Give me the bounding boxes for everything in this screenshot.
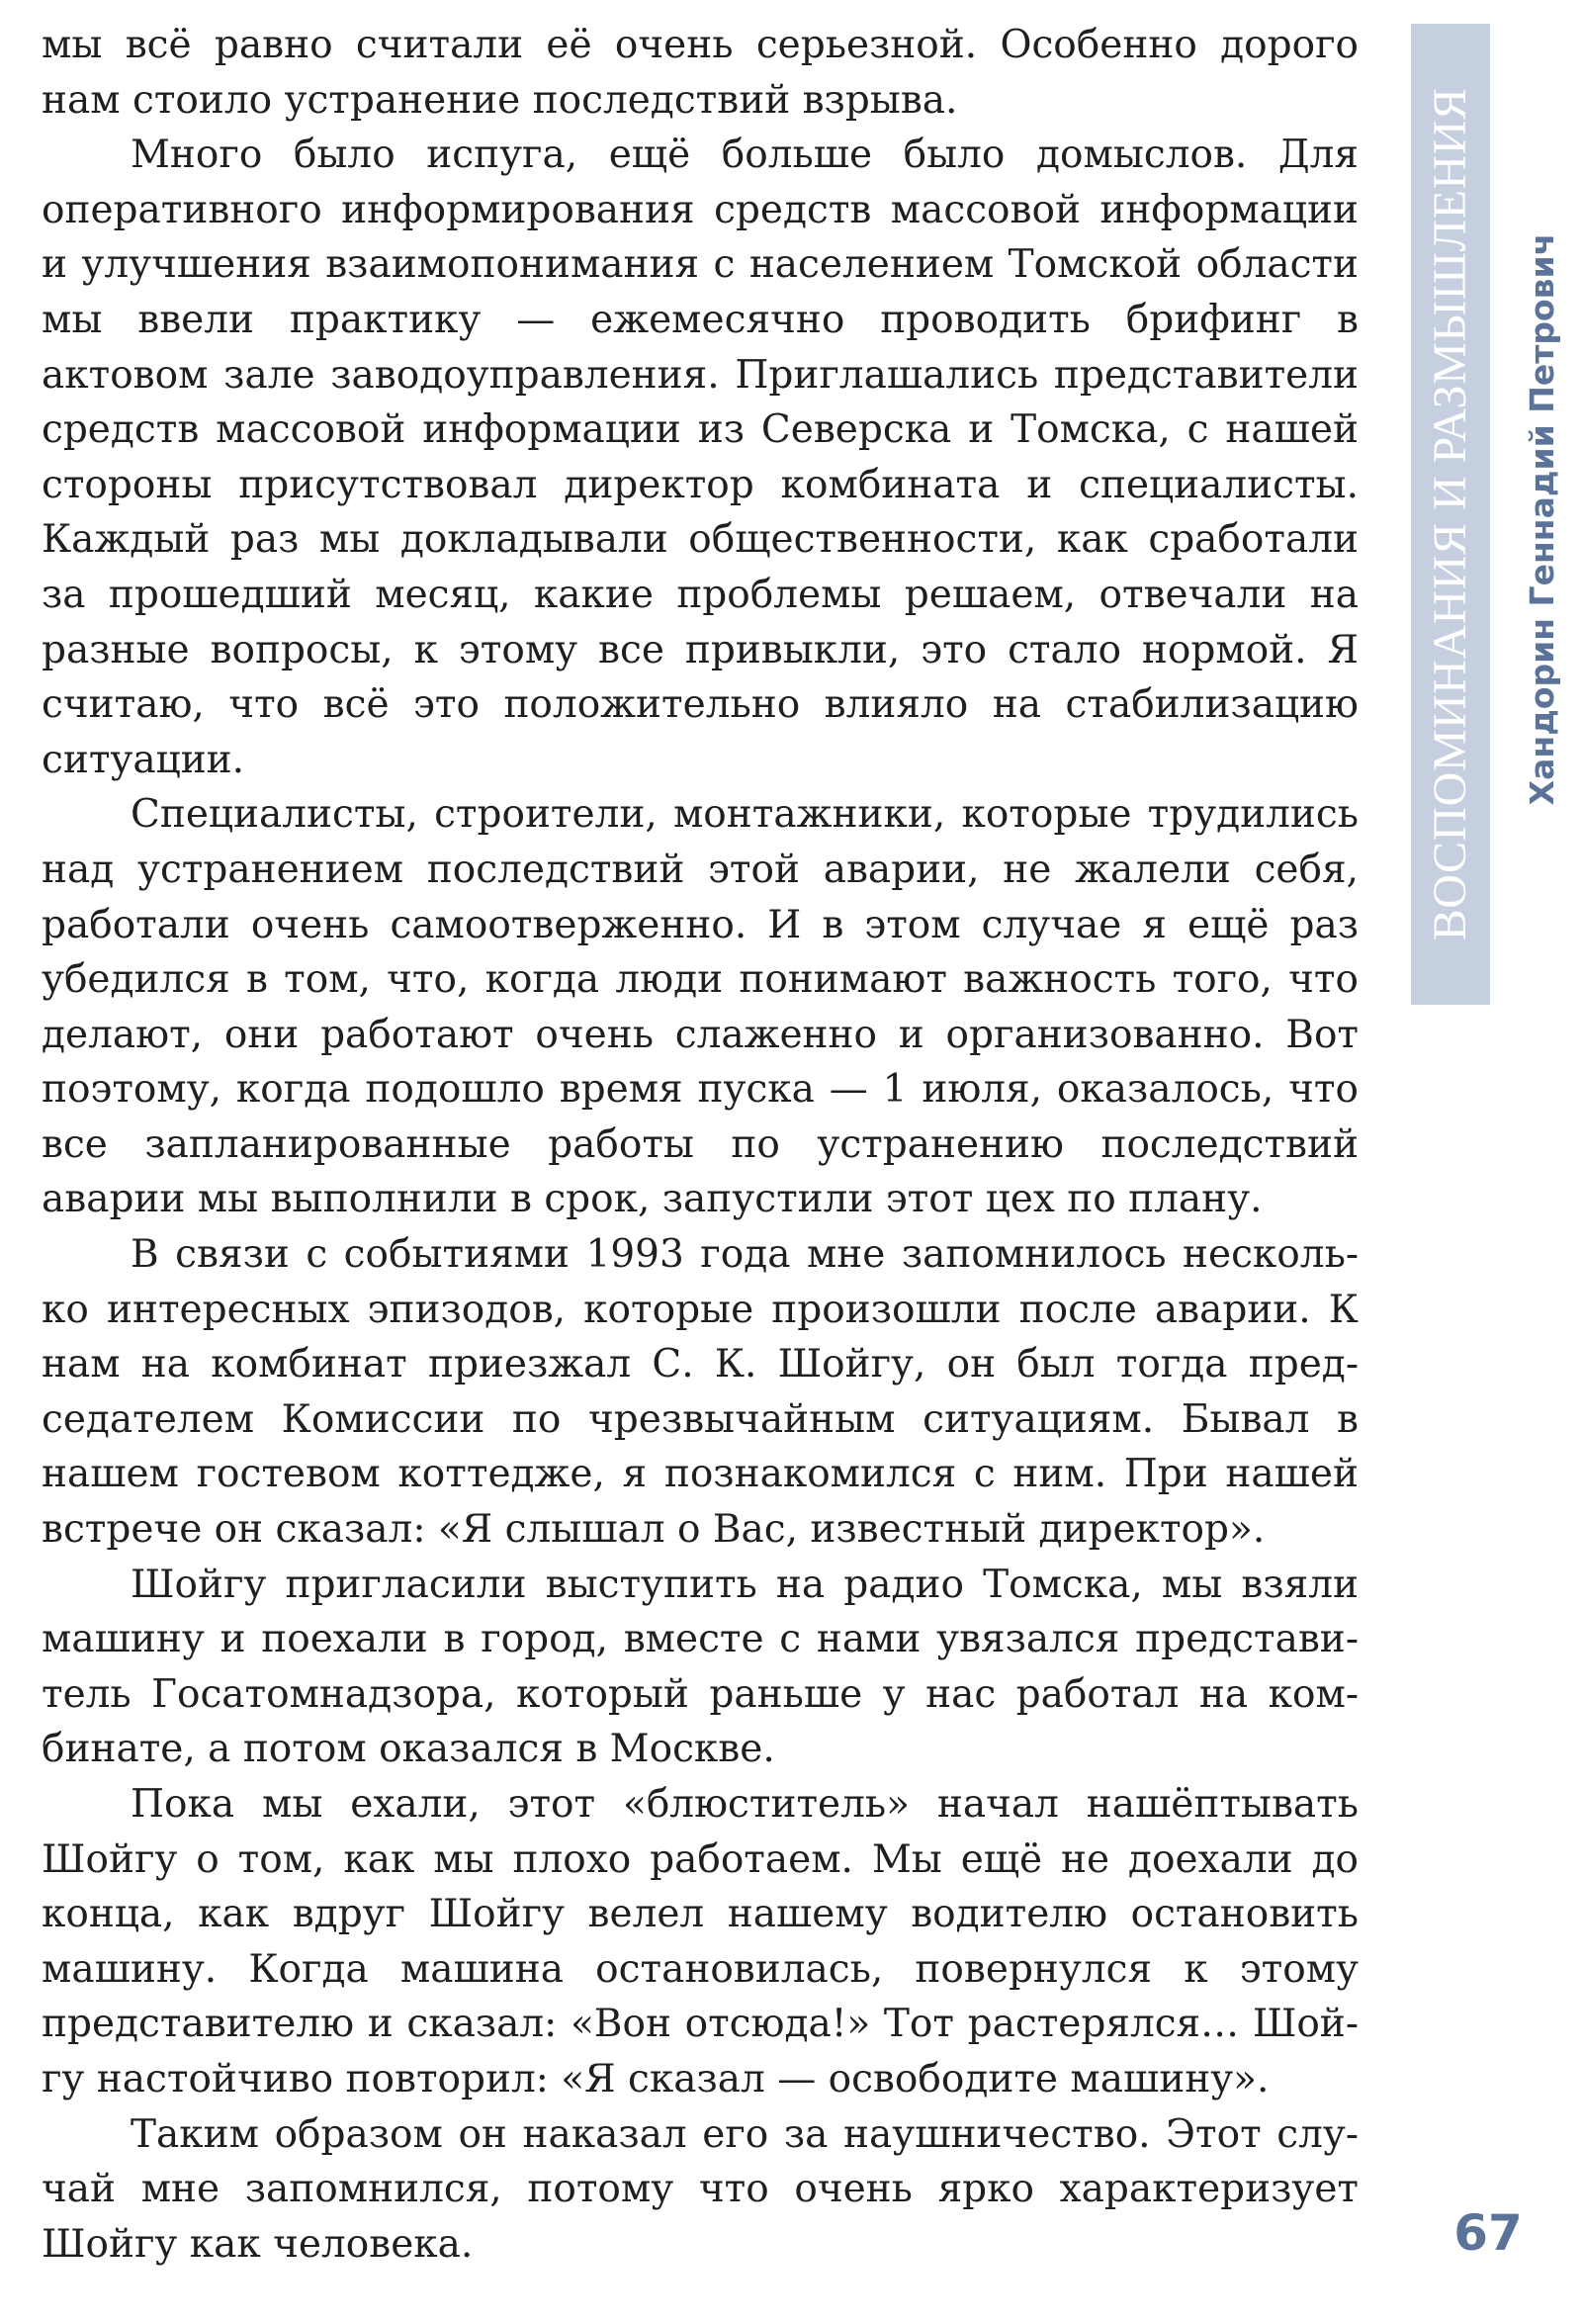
running-header-author [1513,227,1572,811]
body-text [42,18,1359,2272]
paragraph-7: Таким образом он наказал его за наушничество. Этот случай мне запомнился, потому что очень ярко характеризует Шойгу как человека. [42,2111,1359,2267]
paragraph-1: мы всё равно считали её очень серьезной. Особенно дорого нам стоило устранение последствий взрыва. [42,23,1359,123]
section-title-band [1411,24,1490,1005]
section-title: ВОСПОМИНАНИЯ И РАЗМЫШЛЕНИЯ [1424,87,1476,941]
paragraph-6: Пока мы ехали, этот «блюститель» начал нашёптывать Шойгу о том, как мы плохо работаем. Мы ещё не доехали до конца, как вдруг Шойгу велел нашему водителю остановить машину. Когда машина остановилась, повернулся к этому представителю и сказал: «Вон отсюда!» Тот растерялся… Шойгу настойчиво повторил: «Я сказал — освободите машину». [42,1782,1359,2101]
paragraph-5: Шойгу пригласили выступить на радио Томска, мы взяли машину и поехали в город, вместе с нами увязался представитель Госатомнадзора, который раньше у нас работал на комбинате, а потом оказался в Москве. [42,1562,1359,1772]
paragraph-2: Много было испуга, ещё больше было домыслов. Для оперативного информирования средств массовой информации и улучшения взаимопонимания с населением Томской области мы ввели практику — ежемесячно проводить брифинг в актовом зале заводоуправления. Приглашались представители средств массовой информации из Северска и Томска, с нашей стороны присутствовал директор комбината и специалисты. Каждый раз мы докладывали общественности, как сработали за прошедший месяц, какие проблемы решаем, отвечали на разные вопросы, к этому все привыкли, это стало нормой. Я считаю, что всё это положительно влияло на стабилизацию ситуации. [42,133,1359,782]
paragraph-4: В связи с событиями 1993 года мне запомнилось несколько интересных эпизодов, которые произошли после аварии. К нам на комбинат приезжал С. К. Шойгу, он был тогда председателем Комиссии по чрезвычайным ситуациям. Бывал в нашем гостевом коттедже, я познакомился с ним. При нашей встрече он сказал: «Я слышал о Вас, известный директор». [42,1232,1359,1553]
paragraph-3: Специалисты, строители, монтажники, которые трудились над устранением последствий этой аварии, не жалели себя, работали очень самоотверженно. И в этом случае я ещё раз убедился в том, что, когда люди понимают важность того, что делают, они работают очень слаженно и организованно. Вот поэтому, когда подошло время пуска — 1 июля, оказалось, что все запланированные работы по устранению последствий аварии мы выполнили в срок, запустили этот цех по плану. [42,792,1359,1222]
page-number: 67 [1453,2204,1523,2262]
author-name: Хандорин Геннадий Петрович [1523,232,1561,806]
